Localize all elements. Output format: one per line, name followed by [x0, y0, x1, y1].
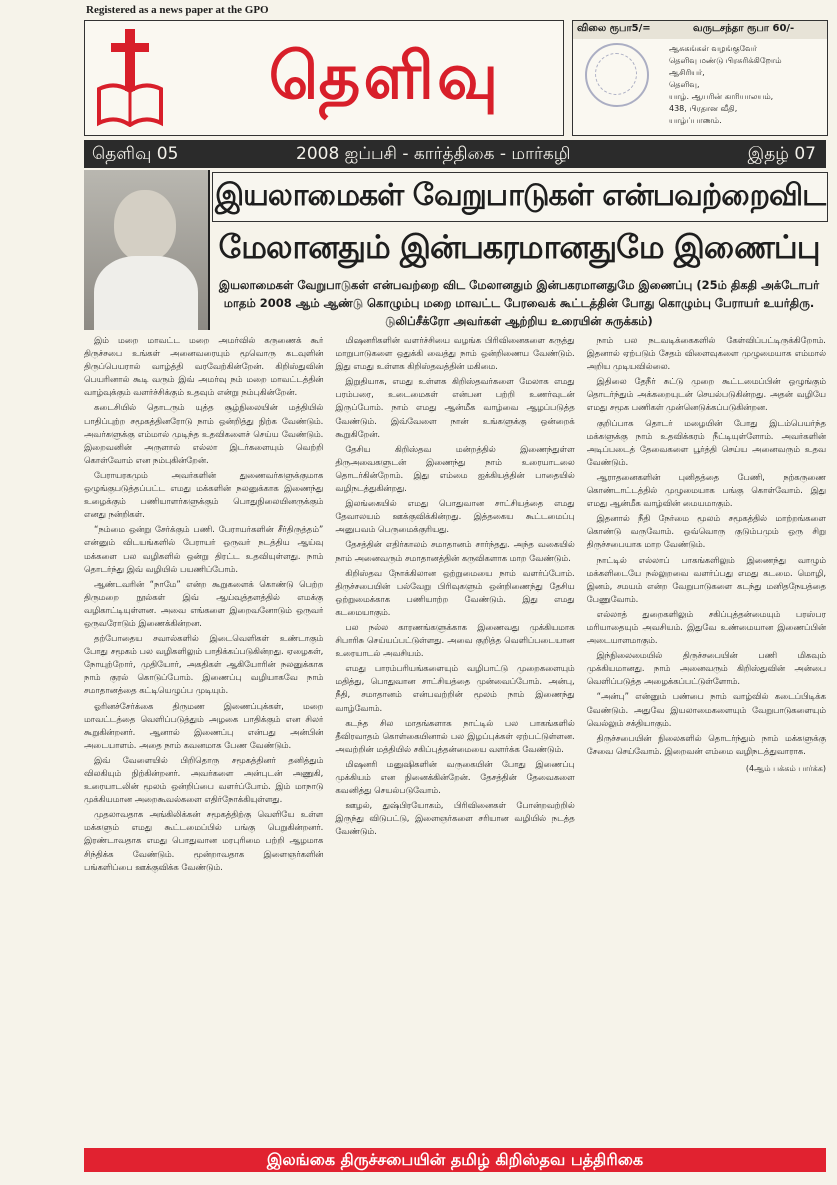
paragraph: மிஷனரிகளின் வளர்ச்சியை வழங்க பிரிவினைகளை கருத்து மாறுபாடுகளை ஒதுக்கி வைத்து நாம் ஒன்றிணைய வேண்டும். இது எமது உள்ளக கிறிஸ்தவத்தின் மகிமை. [335, 335, 575, 372]
editor-address [669, 43, 823, 127]
article-column-1 [84, 334, 323, 1142]
paragraph: கடந்த சில மாதங்களாக நாட்டில் பல பாகங்களில் தீவிரவாதம் கொள்கையினால் பல இழப்புக்கள் ஏற்பட்டுள்ளன. அவற்றின் மத்தியில் சகிப்புத்தன்மையை வளர்க்க வேண்டும். [335, 717, 575, 754]
paragraph: பல நல்ல காரணங்களுக்காக இணைவது முக்கியமாக சிபாரிசு செய்யப்பட்டுள்ளது. அவை குறித்த வெளிப்படையான உரையாடல் அவசியம். [335, 621, 575, 659]
masthead-title: தெளிவு [268, 40, 502, 114]
issue-date: 2008 ஐப்பசி - கார்த்திகை - மார்கழி [296, 144, 571, 164]
paragraph: மிஷனரி மனுஷிகளின் வருகையின் போது இணைப்பு முக்கியம் என நினைக்கின்றேன். தேசத்தின் தேவைகளை கவனித்து செயல்படுவோம். [335, 758, 575, 796]
headline-line-2: மேலானதும் இன்பகரமானதுமே இணைப்பு [218, 228, 820, 266]
cross-and-open-bible-icon [95, 27, 165, 127]
paragraph: தேசிய கிறிஸ்தவ மன்றத்தில் இணைந்துள்ள திருஅவைகளுடன் இணைந்து நாம் உரையாடலை தொடர்கின்றோம். இது எம்மை ஐக்கியத்தின் பாதையில் வழிநடத்துகின்றது. [335, 443, 575, 494]
paragraph: “நம்மை ஒன்று சேர்க்கும் பணி. பேராயர்களின் சீர்திருத்தம்” என்னும் விடயங்களில் பேராயர் ஒருவர் நடத்திய ஆய்வு மக்களை பல வழிகளில் ஒன்று திரட்ட உதவியுள்ளது. நாம் தொடர்ந்து இவ் வழியில் பயணிப்போம். [84, 524, 324, 574]
paragraph: முதலாவதாக அங்கிலிக்கன் சமூகத்திற்கு வெளியே உள்ள மக்களும் எமது கூட்டமைப்பில் பங்கு பெறுகின்றனர். இரண்டாவதாக எமது பொதுவான மரபுரிமை பற்றி ஆழமாக சிந்திக்க வேண்டும். மூன்றாவதாக இளைஞர்களின் பங்களிப்பை ஊக்குவிக்க வேண்டும். [84, 809, 324, 872]
paragraph: இந்நிலைமையில் திருச்சபையின் பணி மிகவும் முக்கியமானது. நாம் அனைவரும் கிறிஸ்துவின் அன்பை வெளிப்படுத்த அழைக்கப்பட்டுள்ளோம். [586, 650, 826, 687]
paragraph: எல்லாத் துறைகளிலும் சகிப்புத்தன்மையும் பரஸ்பர மரியாதையும் அவசியம். இதுவே உண்மையான இணைப்பின் அடையாளமாகும். [586, 608, 826, 646]
masthead [84, 20, 564, 136]
registration-note: Registered as a news paper at the GPO [86, 4, 269, 16]
paragraph: ஆராதனைகளின் புனிதத்தை பேணி, நற்கருணை கொண்டாட்டத்தில் முழுமையாக பங்கு கொள்வோம். இது எமது ஆன்மீக வாழ்வின் மையமாகும். [586, 471, 826, 509]
address-line: ஆசுகங்கள் வழங்குவேர் [669, 44, 758, 53]
paragraph: குறிப்பாக தொடர் மழையின் போது இடம்பெயர்ந்த மக்களுக்கு நாம் உதவிக்கரம் நீட்டியுள்ளோம். அவர்களின் அடிப்படைத் தேவைகளை பூர்த்தி செய்ய அனைவரும் உதவ வேண்டும். [586, 417, 826, 467]
subscription-box [572, 20, 828, 136]
footer-banner: இலங்கை திருச்சபையின் தமிழ் கிறிஸ்தவ பத்திரிகை [84, 1148, 826, 1172]
archbishop-photo [84, 170, 210, 330]
annual-subscription-price: வருடசந்தா ரூபா 60/- [693, 23, 795, 34]
price-row [573, 21, 827, 39]
paragraph: கிறிஸ்தவ நோக்கிலான ஒற்றுமையை நாம் வளர்ப்போம். திருச்சபையின் பல்வேறு பிரிவுகளும் ஒன்றிணைந்து தேசிய ஒற்றுமைக்காக பணியாற்ற வேண்டும். இது எமது கடமையாகும். [335, 567, 575, 617]
paragraph: திருச்சபையின் நிலைகளில் தொடர்ந்தும் நாம் மக்களுக்கு சேவை செய்வோம். இறைவன் எம்மை வழிநடத்துவாராக. [586, 732, 826, 756]
paragraph: ஊழல், துஷ்பிரயோகம், பிரிவினைகள் போன்றவற்றில் இருந்து விடுபட்டு, இளைஞர்களை சரியான வழியில் நடத்த வேண்டும். [335, 800, 575, 837]
paragraph: இலங்கையில் எமது பொதுவான சாட்சியத்தை எமது தேவாலயம் ஊக்குவிக்கின்றது. இத்தகைய கூட்டமைப்பு அனுபவம் பெருமைக்குரியது. [335, 498, 575, 535]
photo-body-shape [94, 256, 198, 330]
paragraph: நாம் பல நடவடிக்கைகளில் கேள்விப்பட்டிருக்கிறோம். இதனால் ஏற்படும் சேதம் விளைவுகளை முழுமையாக எம்மால் அறிய முடியவில்லை. [586, 335, 826, 372]
article-column-2 [335, 334, 574, 1142]
issue-bar [84, 140, 826, 168]
article-column-3 [587, 334, 826, 1142]
address-line: தெளிவு மண்டு பிரசுரிக்கிறோம் [669, 56, 782, 65]
paragraph: இறுதியாக, எமது உள்ளக கிறிஸ்தவர்களை மேலாக எமது பரம்பரை, உடைமைகள் என்பன பற்றி உணர்வுடன் இருப்போம். நாம் எமது ஆன்மீக வாழ்வை ஆழப்படுத்த வேண்டும். இவ்வேளை நான் உங்களுக்கு ஒன்றைக் கூறுகிறேன். [335, 376, 575, 439]
paragraph: ஆண்டவரின் “நாமே” என்ற கூறுகளைக் கொண்டு பெற்ற திருமறை நூல்கள் இவ் ஆய்வுத்தளத்தில் எமக்கு வழிகாட்டியுள்ளன. அவை எங்களை இறைவனோடும் ஒருவர் ஒருவரோடும் இணைக்கின்றன. [84, 578, 324, 628]
postal-stamp-icon [585, 43, 649, 107]
paragraph: இவ் வேளையில் பிறிதொரு சமூகத்தினர் தனித்தும் விலகியும் நிற்கின்றனர். அவர்களை அன்புடன் அணுகி, உரையாடலின் மூலம் ஒன்றிப்பை வளர்ப்போம். இம் மாநாடு முக்கியமான அறைகூவல்களை எதிர்நோக்கியுள்ளது. [84, 754, 324, 805]
address-line: தெளிவு, [669, 80, 700, 89]
paragraph: “அன்பு” என்னும் பண்பை நாம் வாழ்வில் கடைப்பிடிக்க வேண்டும். அதுவே இயலாமைகளையும் வேறுபாடுகளையும் வெல்லும் சக்தியாகும். [586, 691, 826, 728]
address-line: யாழ். ஆயரின் காரியாலயம், [669, 92, 774, 101]
paragraph: ஓரினச்சேர்க்கை திருமண இணைப்புக்கள், மறை மாவட்டத்தை வெளிப்படுத்தும் அழகை பாதிக்கும் என சிலர் கூறுகின்றனர். ஆனால் இணைப்பு என்பது அன்பின் அடையாளம். அதை நாம் கவனமாக பேண வேண்டும். [84, 700, 324, 750]
address-line: யாழ்ப்பாணம். [669, 116, 722, 125]
paragraph: இதிலை தேநீர் சுட்டு முறை கூட்டமைப்பின் ஒழுங்கும் தொடர்ந்தும் அக்கறையுடன் செயல்படுகின்றது. அதன் வழியே எமது சமூக பணிகள் முன்னெடுக்கப்படுகின்றன. [586, 376, 826, 413]
volume-label: தெளிவு 05 [92, 144, 179, 164]
paragraph: பேராயரகமும் அவர்களின் துணைவர்களுக்குமாக ஒழுங்குபடுத்தப்பட்ட எமது மக்களின் நலனுக்காக இணைந்து உழைக்கும் பணியாளர்களுக்கும் பொதுநிலையினருக்கும் எனது நன்றிகள். [84, 469, 324, 520]
article-columns [84, 334, 826, 1142]
address-line: ஆசிரியர், [669, 68, 705, 77]
address-line: 438, பிரதான வீதி, [669, 104, 738, 113]
paragraph: நாட்டில் எல்லாப் பாகங்களிலும் இணைந்து வாழும் மக்களிடையே நல்லுறவை வளர்ப்பது எமது கடமை. மொழி, இனம், சமயம் என்ற வேறுபாடுகளை கடந்து மனிதநேயத்தை பேணுவோம். [586, 554, 826, 604]
photo-head-shape [114, 190, 176, 262]
issue-number: இதழ் 07 [747, 144, 816, 164]
paragraph: கடைசியில் தொடரும் யுத்த சூழ்நிலையின் மத்தியில் பாதிப்புற்ற சமூகத்தினரோடு நாம் ஒன்றித்து நிற்க வேண்டும். அவர்களுக்கு எம்மால் முடிந்த உதவிகளைச் செய்ய வேண்டும். இறைவனின் அருளால் எல்லா இடர்களையும் வெற்றி கொள்வோம் என நம்புகின்றேன். [84, 402, 324, 465]
single-copy-price: விலை ரூபா5/= [577, 23, 651, 34]
article-summary: இயலாமைகள் வேறுபாடுகள் என்பவற்றை விட மேலானதும் இன்பகரமானதுமே இணைப்பு (25ம் திகதி அக்டோபர் மாதம் 2008 ஆம் ஆண்டு கொழும்பு மறை மாவட்ட பேரவைக் கூட்டத்தின் போது கொழும்பு பேராயர் உயர்திரு. டுலிப்சீக்ரோ அவர்கள் ஆற்றிய உரையின் சுருக்கம்) [218, 278, 820, 328]
paragraph: தேசத்தின் எதிர்காலம் சமாதானம் சார்ந்தது. அந்த வகையில் நாம் அனைவரும் சமாதானத்தின் கருவிகளாக மாற வேண்டும். [335, 539, 575, 563]
paragraph: தற்போதைய சவால்களில் இடைவெளிகள் உண்டாகும் போது சமூகம் பல வழிகளிலும் பாதிக்கப்படுகின்றது. ஏழைகள், நோயுற்றோர், முதியோர், அகதிகள் ஆகியோரின் நலனுக்காக நாம் குரல் கொடுப்போம். இணைப்பு வழியாகவே நாம் சமாதானத்தை கட்டியெழுப்ப முடியும். [84, 633, 324, 696]
paragraph: இம் மறை மாவட்ட மறை அமர்வில் கருணைக் கூர் திருச்சபை உங்கள் அனைவரையும் மூவொரு கடவுளின் திருப்பெயரால் வாழ்த்தி வரவேற்கின்றேன். கிறிஸ்துவின் பெயரினால் கூடி வரும் இவ் அமர்வு நம் மறை மாவட்டத்தின் வாழ்வுக்கும் வளர்ச்சிக்கும் உதவும் என்று நம்புகின்றேன். [84, 335, 324, 398]
paragraph: எமது பாரம்பரியங்களையும் வழிபாட்டு முறைகளையும் மதித்து, பொதுவான சாட்சியத்தை முன்வைப்போம். அன்பு, நீதி, சமாதானம் என்பவற்றின் மூலம் நாம் இணைந்து வாழ்வோம். [335, 663, 575, 713]
paragraph: இதனால் நீதி நேர்மை மூலம் சமூகத்தில் மாற்றங்களை கொண்டு வருவோம். ஒவ்வொரு குடும்பமும் ஒரு சிறு திருச்சபையாக மாற வேண்டும். [586, 513, 826, 550]
headline-line-1: இயலாமைகள் வேறுபாடுகள் என்பவற்றைவிட [212, 172, 828, 222]
continued-note[interactable]: (4ஆம் பக்கம் பார்க்க) [745, 763, 826, 773]
